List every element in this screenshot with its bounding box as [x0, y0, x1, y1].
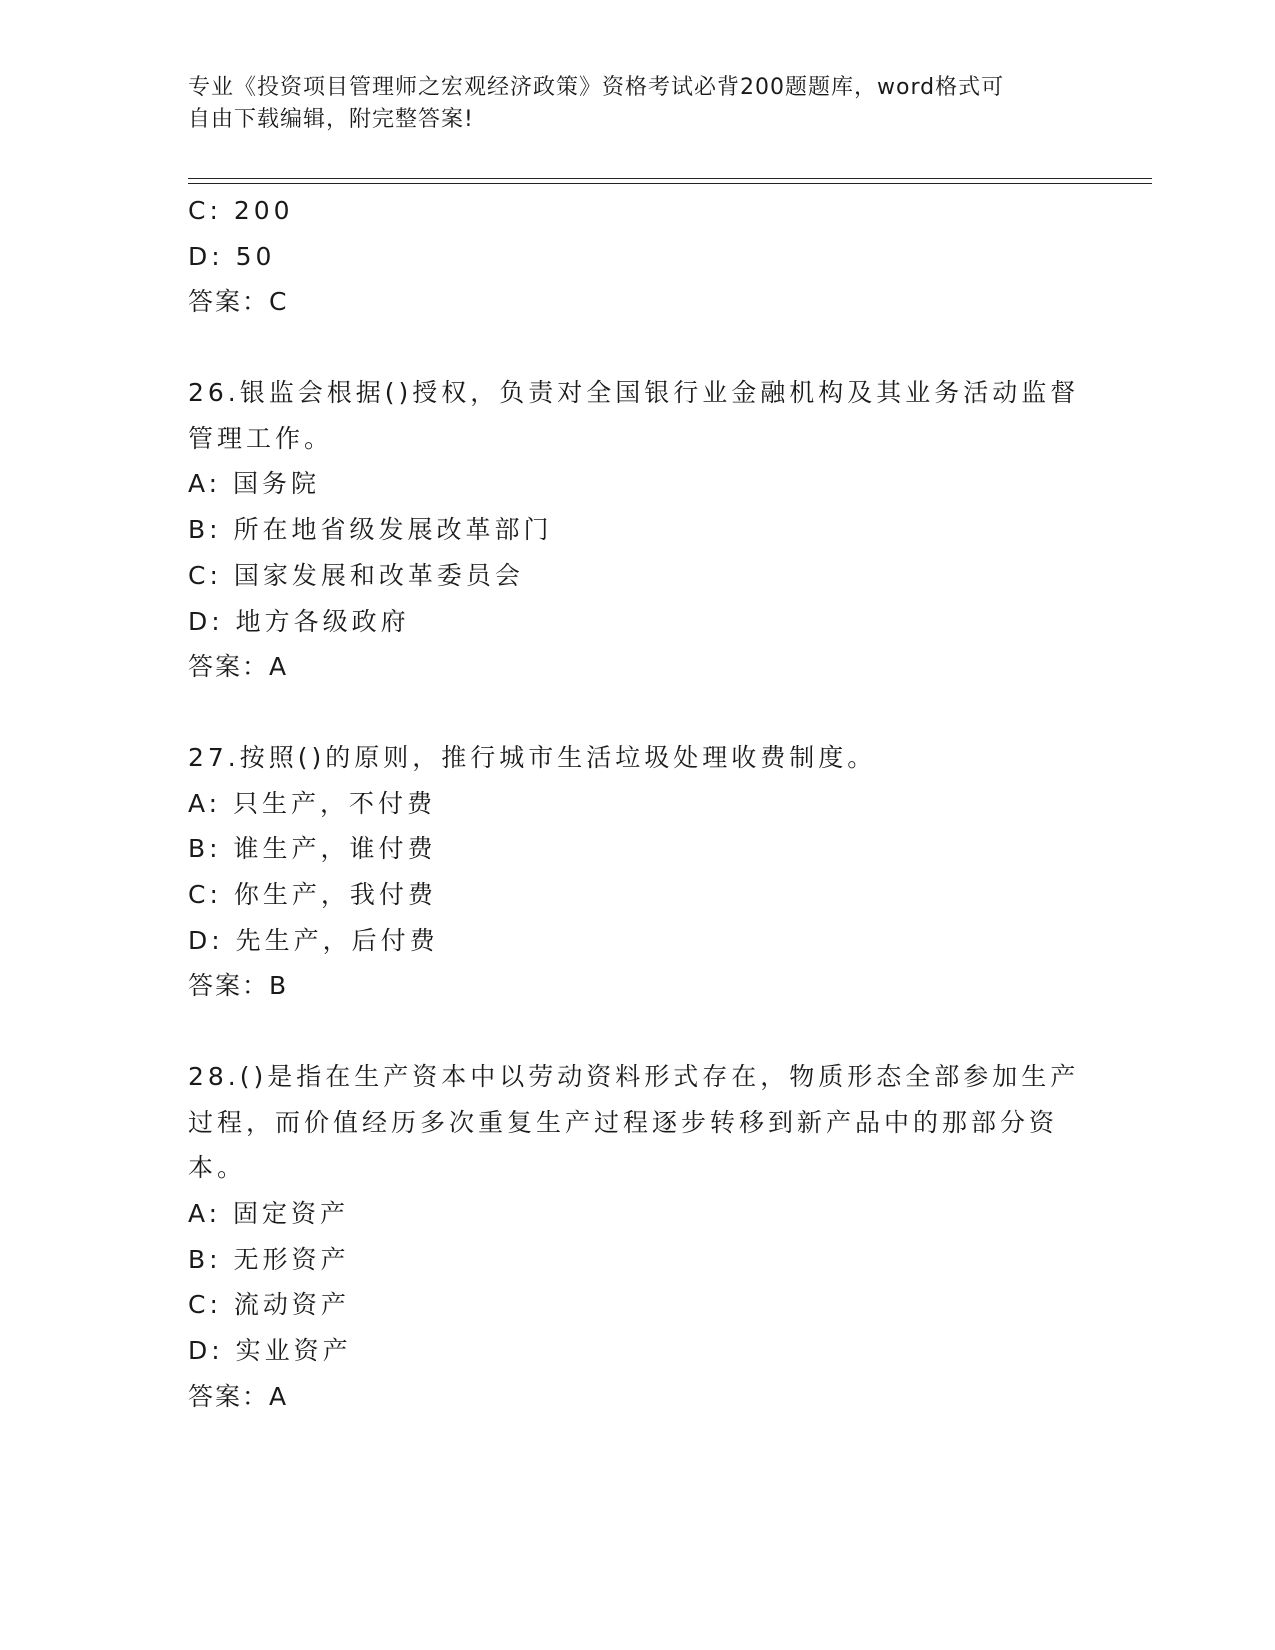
option-b: B: 谁生产，谁付费: [188, 834, 437, 864]
question-28: [188, 1054, 1088, 1420]
header-divider-top: [188, 178, 1152, 179]
header-title-line1: 专业《投资项目管理师之宏观经济政策》资格考试必背200题题库，word格式可: [188, 75, 1005, 100]
answer-line: 答案：A: [188, 1381, 289, 1411]
option-d: D: 先生产，后付费: [188, 925, 439, 955]
document-header: [188, 72, 1068, 136]
option-c: C: 流动资产: [188, 1290, 350, 1320]
question-stem-continued: 管理工作。: [188, 423, 334, 453]
question-stem: 27.按照()的原则，推行城市生活垃圾处理收费制度。: [188, 742, 877, 772]
question-26: [188, 370, 1088, 690]
option-a: A: 只生产，不付费: [188, 788, 437, 818]
option-a: A: 国务院: [188, 469, 321, 499]
option-c: C: 国家发展和改革委员会: [188, 560, 524, 590]
answer-line: 答案：B: [188, 971, 289, 1001]
answer-line: 答案：C: [188, 287, 289, 317]
option-c: C: 你生产，我付费: [188, 879, 437, 909]
option-b: B: 无形资产: [188, 1244, 350, 1274]
question-content: [188, 188, 1088, 1420]
header-divider-bottom: [188, 183, 1152, 184]
option-c: C: 200: [188, 196, 294, 225]
option-b: B: 所在地省级发展改革部门: [188, 515, 553, 545]
option-a: A: 固定资产: [188, 1199, 350, 1229]
prev-question-block: [188, 188, 1088, 325]
header-title-line2: 自由下载编辑，附完整答案!: [188, 107, 474, 132]
question-stem-continued: 本。: [188, 1153, 247, 1183]
question-27: [188, 735, 1088, 1009]
question-stem: 28.()是指在生产资本中以劳动资料形式存在，物质形态全部参加生产: [188, 1062, 1080, 1091]
option-d: D: 实业资产: [188, 1336, 352, 1366]
question-stem: 26.银监会根据()授权，负责对全国银行业金融机构及其业务活动监督: [188, 378, 1080, 408]
answer-line: 答案：A: [188, 652, 289, 682]
option-d: D: 50: [188, 241, 276, 271]
option-d: D: 地方各级政府: [188, 606, 410, 636]
question-stem-continued: 过程，而价值经历多次重复生产过程逐步转移到新产品中的那部分资: [188, 1107, 1059, 1137]
